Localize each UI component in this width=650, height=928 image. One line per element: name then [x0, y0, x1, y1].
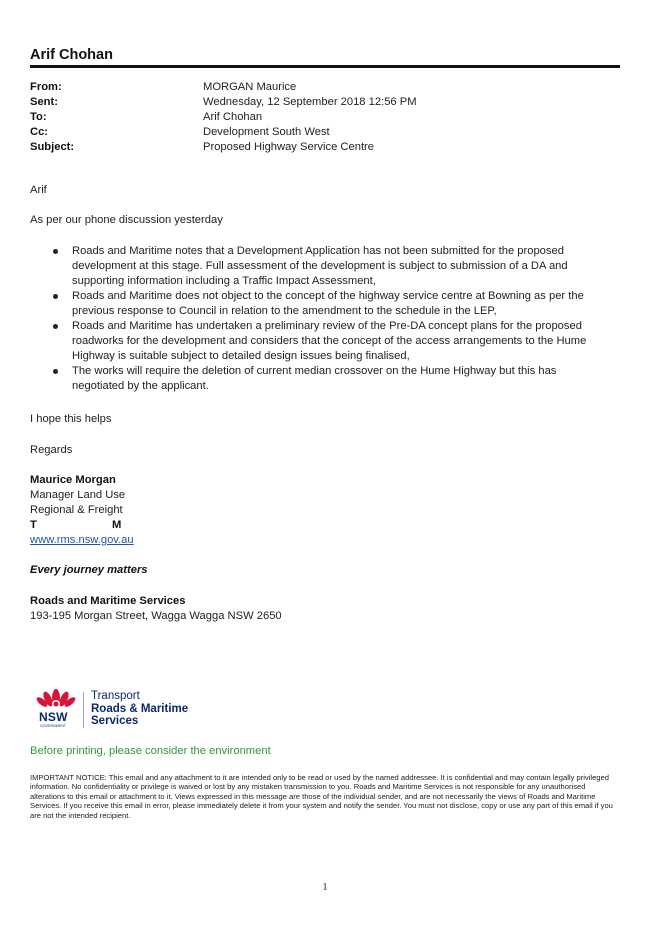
organisation-address: 193-195 Morgan Street, Wagga Wagga NSW 2650: [30, 610, 282, 622]
bullet-dot-icon: [53, 369, 58, 374]
bullet-text: Roads and Maritime has undertaken a preliminary review of the Pre-DA concept plans for the proposed roadworks for the development and considers that the concept of the access arrangements to the Hume Highway is suitable subject to detailed design issues being finalised,: [72, 320, 587, 362]
environment-note: Before printing, please consider the environment: [30, 745, 271, 757]
header-rule: [30, 65, 620, 68]
signature-name: Maurice Morgan: [30, 474, 116, 486]
signature-block: [30, 473, 134, 548]
header-row-from: [30, 80, 620, 95]
nsw-government-logo: [36, 686, 76, 730]
logo-rms-line2: Services: [91, 715, 139, 727]
bullet-text: Roads and Maritime does not object to the concept of the highway service centre at Bowning as per the previous response to Council in relation to the amendment to the schedule in the LEP,: [72, 290, 584, 317]
subject-label: Subject:: [30, 141, 75, 153]
regards-line: Regards: [30, 444, 73, 456]
logo-divider: [83, 692, 84, 728]
sent-value: Wednesday, 12 September 2018 12:56 PM: [203, 96, 417, 108]
bullet-list: [50, 244, 610, 394]
signature-phone-row: [30, 518, 134, 533]
email-header-block: [30, 80, 620, 155]
transport-rms-logo: [36, 686, 206, 730]
subject-value: Proposed Highway Service Centre: [203, 141, 375, 153]
sender-name-heading: Arif Chohan: [30, 47, 113, 63]
from-label: From:: [30, 81, 62, 93]
important-notice: IMPORTANT NOTICE: This email and any attachment to it are intended only to be read or used by the named addressee. It is confidential and may contain legally privileged information. No confidentiality or privilege is waived or lost by any mistaken transmission to you. Roads and Maritime Services is not responsible for any unauthorised alterations to this email or attachment to it. Views expressed in this message are those of the individual sender, and are not necessarily the views of Roads and Maritime Services. If you receive this email in error, please immediately delete it from your system and notify the sender. You must not disclose, copy or use any part of this email if you are not the intended recipient.: [30, 773, 613, 820]
nsw-wordmark: NSW: [39, 710, 68, 724]
bullet-text: Roads and Maritime notes that a Development Application has not been submitted for the proposed development at this stage. Full assessment of the development is subject to submission of a DA and supporting information including a Traffic Impact Assessment,: [72, 245, 568, 287]
government-wordmark: GOVERNMENT: [40, 724, 67, 728]
phone-m-label: M: [112, 519, 122, 531]
from-value: MORGAN Maurice: [203, 81, 297, 93]
intro-line: As per our phone discussion yesterday: [30, 214, 223, 226]
signature-title: Manager Land Use: [30, 489, 126, 501]
bullet-dot-icon: [53, 249, 58, 254]
organisation-block: [30, 594, 282, 624]
website-link[interactable]: www.rms.nsw.gov.au: [30, 534, 134, 546]
cc-value: Development South West: [203, 126, 330, 138]
header-row-cc: [30, 125, 620, 140]
bullet-dot-icon: [53, 324, 58, 329]
organisation-name: Roads and Maritime Services: [30, 595, 186, 607]
bullet-dot-icon: [53, 294, 58, 299]
closing-line: I hope this helps: [30, 413, 112, 425]
greeting: Arif: [30, 184, 47, 196]
waratah-icon: [36, 686, 76, 712]
bullet-item: [50, 364, 610, 394]
logo-transport-text: Transport: [91, 690, 140, 702]
header-row-sent: [30, 95, 620, 110]
to-label: To:: [30, 111, 47, 123]
signature-unit: Regional & Freight: [30, 504, 123, 516]
header-row-subject: [30, 140, 620, 155]
phone-t-label: T: [30, 519, 37, 531]
cc-label: Cc:: [30, 126, 49, 138]
bullet-item: [50, 244, 610, 289]
bullet-text: The works will require the deletion of current median crossover on the Hume Highway but this has negotiated by the applicant.: [72, 365, 557, 392]
page-number: 1: [322, 882, 328, 893]
logo-rms-line1: Roads & Maritime: [91, 703, 189, 715]
bullet-item: [50, 289, 610, 319]
to-value: Arif Chohan: [203, 111, 263, 123]
sent-label: Sent:: [30, 96, 58, 108]
header-row-to: [30, 110, 620, 125]
motto: Every journey matters: [30, 564, 148, 576]
bullet-item: [50, 319, 610, 364]
